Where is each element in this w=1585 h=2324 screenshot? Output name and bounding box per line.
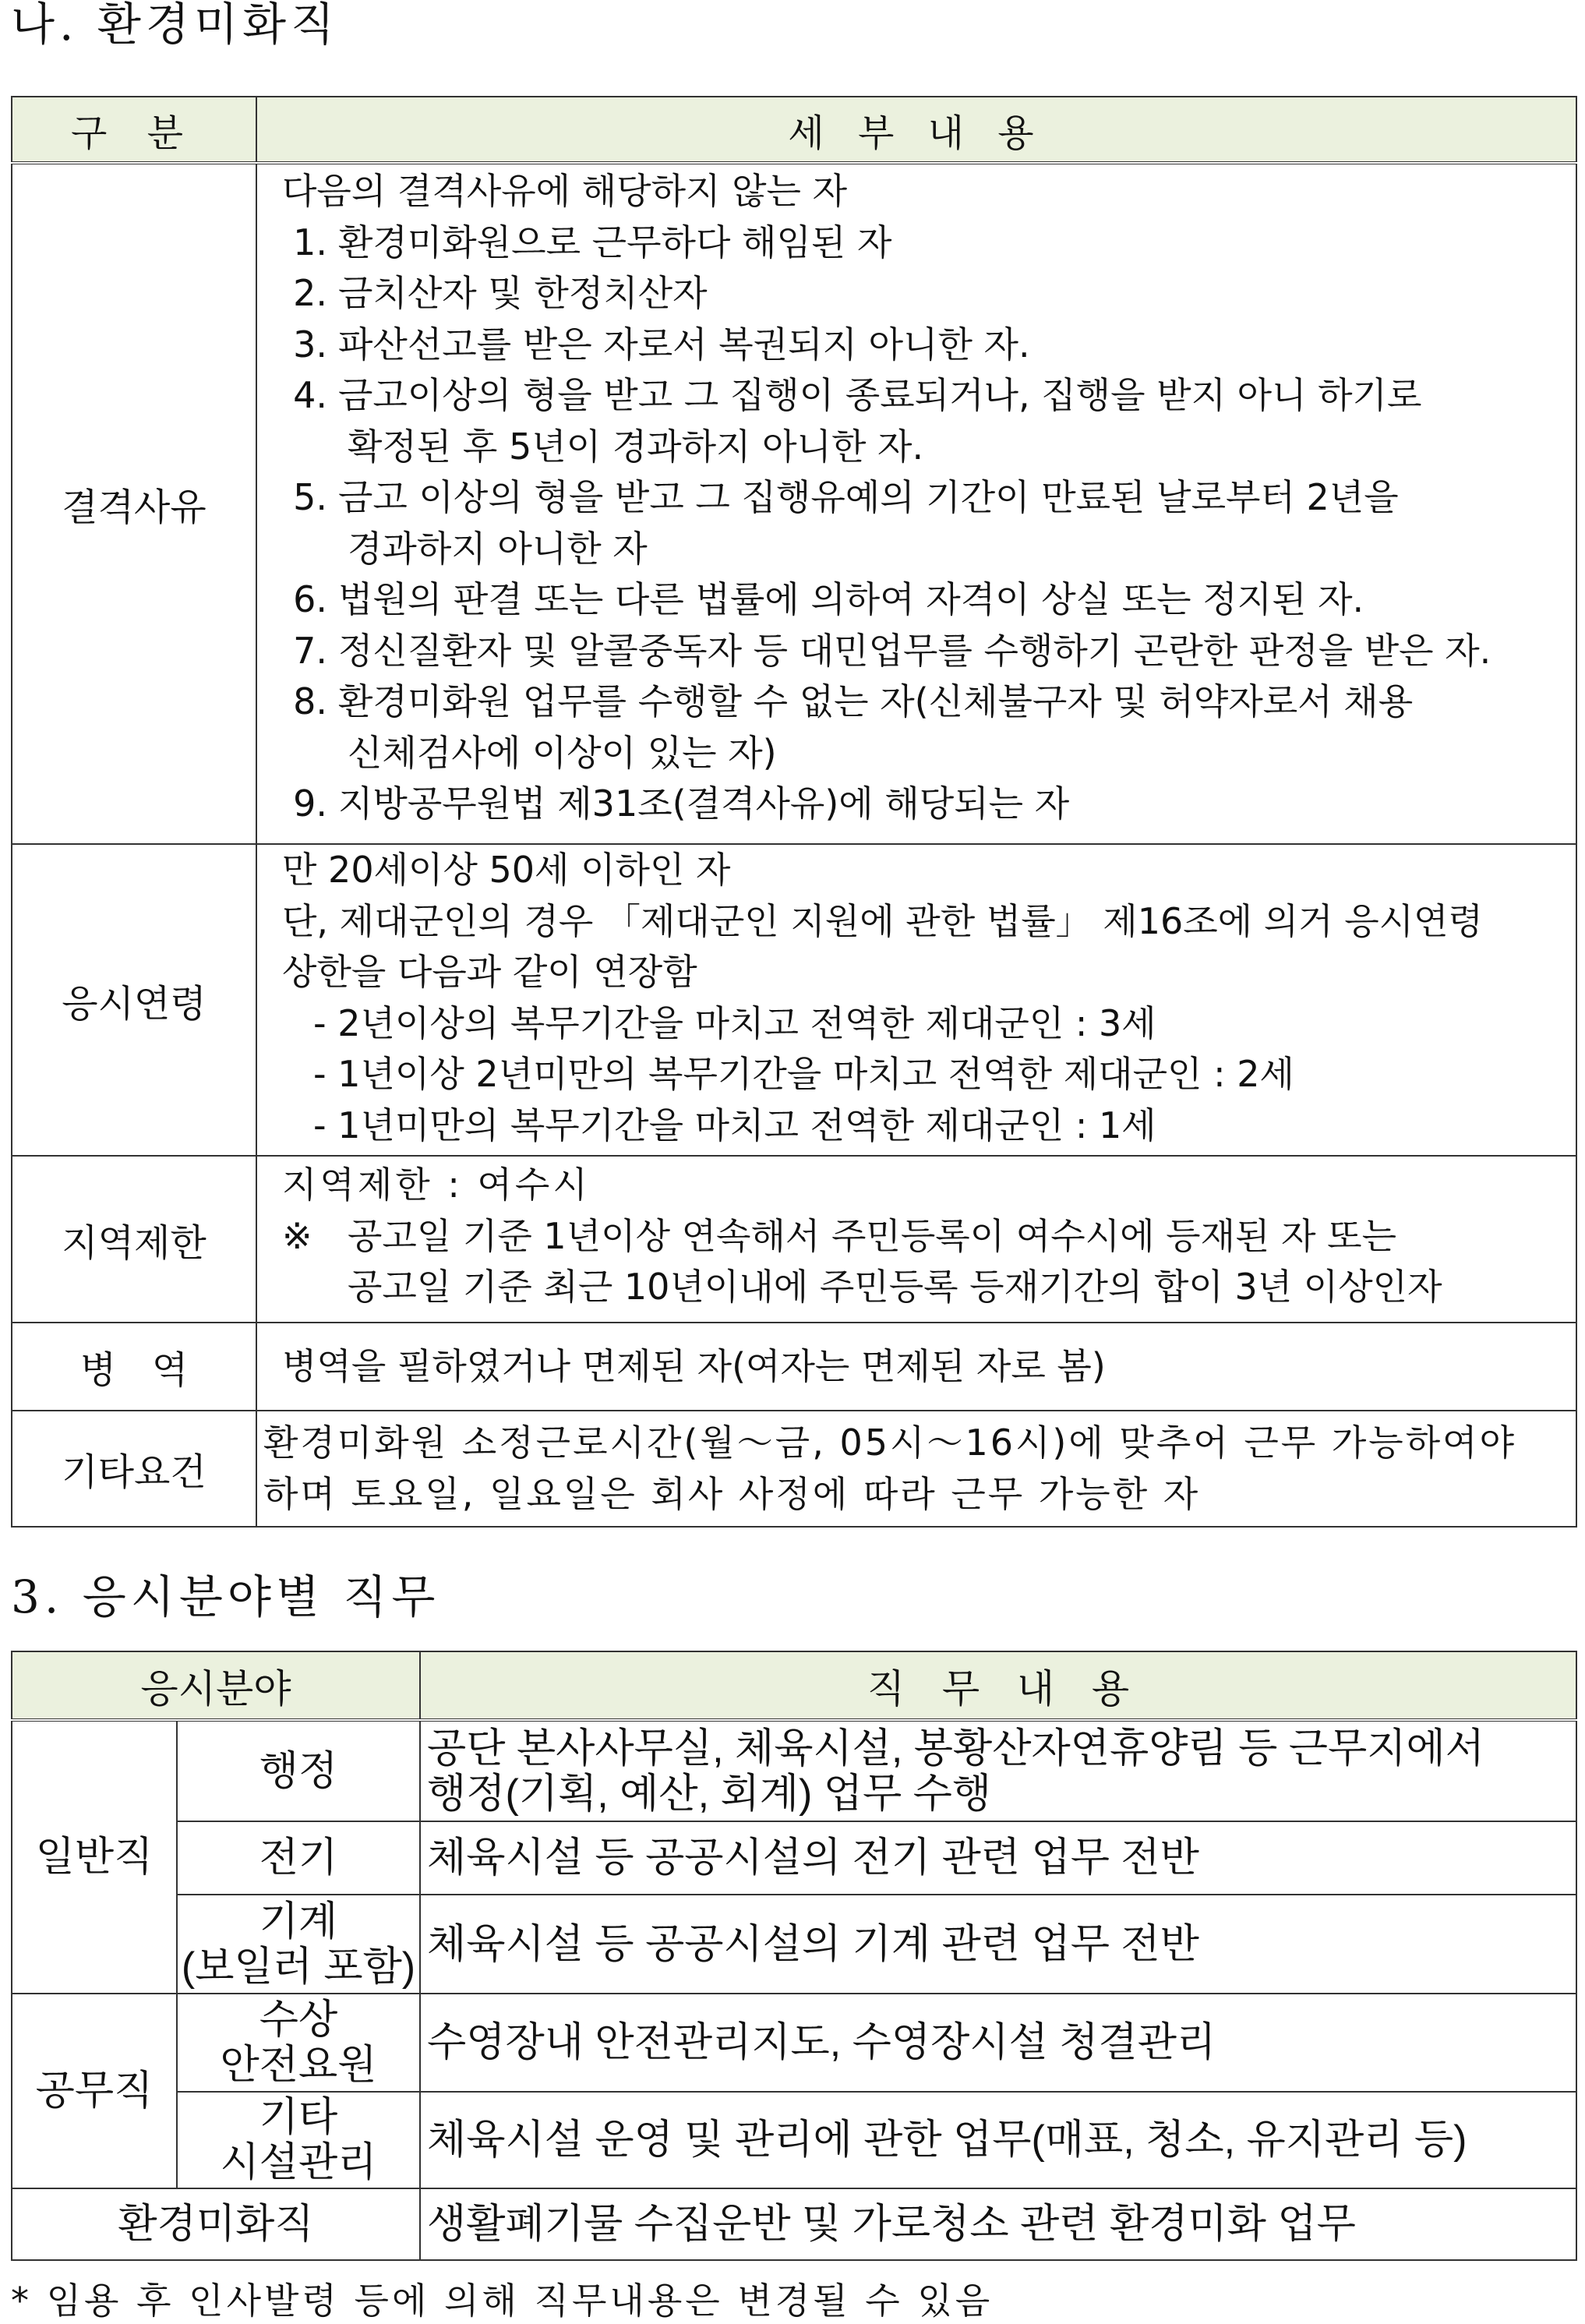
list-item: 6. 법원의 판결 또는 다른 법률에 의하여 자격이 상실 또는 정지된 자.: [293, 578, 1364, 620]
label-disqualification: 결격사유: [12, 163, 256, 844]
footnote: * 임용 후 인사발령 등에 의해 직무내용은 변경될 수 있음: [11, 2280, 994, 2322]
list-item: 7. 정신질환자 및 알콜중독자 등 대민업무를 수행하기 곤란한 판정을 받은 자.: [293, 629, 1491, 672]
table-row: [12, 2092, 1576, 2188]
other-details: 환경미화원 소정근로시간(월～금, 05시～16시)에 맞추어 근무 가능하여야 하며 토요일, 일요일은 회사 사정에 따라 근무 가능한 자: [256, 1411, 1576, 1527]
section-title-environmental: 나. 환경미화직: [11, 0, 340, 51]
field-mechanical: 기계 (보일러 포함): [177, 1895, 420, 1994]
field-lifeguard: 수상 안전요원: [177, 1994, 420, 2092]
reference-mark: ※: [282, 1214, 312, 1257]
group-env: 환경미화직: [12, 2188, 420, 2260]
row-other: [12, 1411, 1576, 1527]
duties-table: [11, 1651, 1577, 2261]
section-title-duties: 3. 응시분야별 직무: [11, 1570, 440, 1623]
table-row: [12, 1895, 1576, 1994]
duty-electric: 체육시설 등 공공시설의 전기 관련 업무 전반: [420, 1821, 1576, 1895]
list-item: 5. 금고 이상의 형을 받고 그 집행유예의 기간이 만료된 날로부터 2년을: [293, 476, 1399, 518]
duty-mechanical: 체육시설 등 공공시설의 기계 관련 업무 전반: [420, 1895, 1576, 1994]
list-item-continuation: 경과하지 아니한 자: [348, 527, 648, 570]
list-item: 3. 파산선고를 받은 자로서 복권되지 아니한 자.: [293, 323, 1030, 366]
region-details: [256, 1156, 1576, 1323]
field-electric: 전기: [177, 1821, 420, 1895]
duty-lifeguard: 수영장내 안전관리지도, 수영장시설 청결관리: [420, 1994, 1576, 2092]
list-item: 9. 지방공무원법 제31조(결격사유)에 해당되는 자: [293, 782, 1070, 825]
region-note: ※ 공고일 기준 1년이상 연속해서 주민등록이 여수시에 등재된 자 또는: [282, 1211, 1576, 1263]
field-facility: 기타 시설관리: [177, 2092, 420, 2188]
list-item: - 2년이상의 복무기간을 마치고 전역한 제대군인 : 3세: [313, 1001, 1156, 1044]
table-row: [12, 1720, 1576, 1821]
row-age: [12, 844, 1576, 1156]
region-note-continuation: 공고일 기준 최근 10년이내에 주민등록 등재기간의 합이 3년 이상인자: [348, 1266, 1442, 1308]
header-field: 응시분야: [12, 1651, 420, 1720]
list-item: - 1년미만의 복무기간을 마치고 전역한 제대군인 : 1세: [313, 1104, 1156, 1146]
duty-admin: 공단 본사사무실, 체육시설, 봉황산자연휴양림 등 근무지에서 행정(기획, 예산, 회계) 업무 수행: [420, 1720, 1576, 1821]
qualification-table: [11, 96, 1577, 1528]
duty-facility: 체육시설 운영 및 관리에 관한 업무(매표, 청소, 유지관리 등): [420, 2092, 1576, 2188]
disqualification-details: [256, 163, 1576, 844]
label-other: 기타요건: [12, 1411, 256, 1527]
row-region: [12, 1156, 1576, 1323]
age-main: 만 20세이상 50세 이하인 자: [282, 849, 731, 891]
field-admin: 행정: [177, 1720, 420, 1821]
table-header-row: [12, 1651, 1576, 1720]
list-item: 4. 금고이상의 형을 받고 그 집행이 종료되거나, 집행을 받지 아니 하기로: [293, 374, 1422, 416]
header-content: 직 무 내 용: [420, 1651, 1576, 1720]
row-disqualification: [12, 163, 1576, 844]
group-general: 일반직: [12, 1720, 177, 1994]
table-row: [12, 1821, 1576, 1895]
military-details: 병역을 필하였거나 면제된 자(여자는 면제된 자로 봄): [256, 1323, 1576, 1411]
label-military: 병 역: [12, 1323, 256, 1411]
list-item-continuation: 신체검사에 이상이 있는 자): [348, 731, 777, 774]
label-age: 응시연령: [12, 844, 256, 1156]
duty-env: 생활폐기물 수집운반 및 가로청소 관련 환경미화 업무: [420, 2188, 1576, 2260]
list-item: 2. 금치산자 및 한정치산자: [293, 272, 708, 314]
list-item: - 1년이상 2년미만의 복무기간을 마치고 전역한 제대군인 : 2세: [313, 1053, 1294, 1095]
label-region: 지역제한: [12, 1156, 256, 1323]
list-item: 8. 환경미화원 업무를 수행할 수 없는 자(신체불구자 및 허약자로서 채용: [293, 680, 1414, 722]
age-note: 상한을 다음과 같이 연장함: [282, 951, 697, 993]
header-details: 세 부 내 용: [256, 97, 1576, 163]
header-category: 구 분: [12, 97, 256, 163]
table-header-row: [12, 97, 1576, 163]
table-row: [12, 1994, 1576, 2092]
region-main: 지역제한 : 여수시: [282, 1164, 591, 1206]
group-public: 공무직: [12, 1994, 177, 2188]
disqualification-intro: 다음의 결격사유에 해당하지 않는 자: [282, 170, 848, 212]
row-military: [12, 1323, 1576, 1411]
list-item: 1. 환경미화원으로 근무하다 해임된 자: [293, 221, 892, 263]
list-item-continuation: 확정된 후 5년이 경과하지 아니한 자.: [348, 425, 924, 468]
age-details: [256, 844, 1576, 1156]
table-row: [12, 2188, 1576, 2260]
age-note: 단, 제대군인의 경우 「제대군인 지원에 관한 법률」 제16조에 의거 응시연령: [282, 899, 1483, 942]
